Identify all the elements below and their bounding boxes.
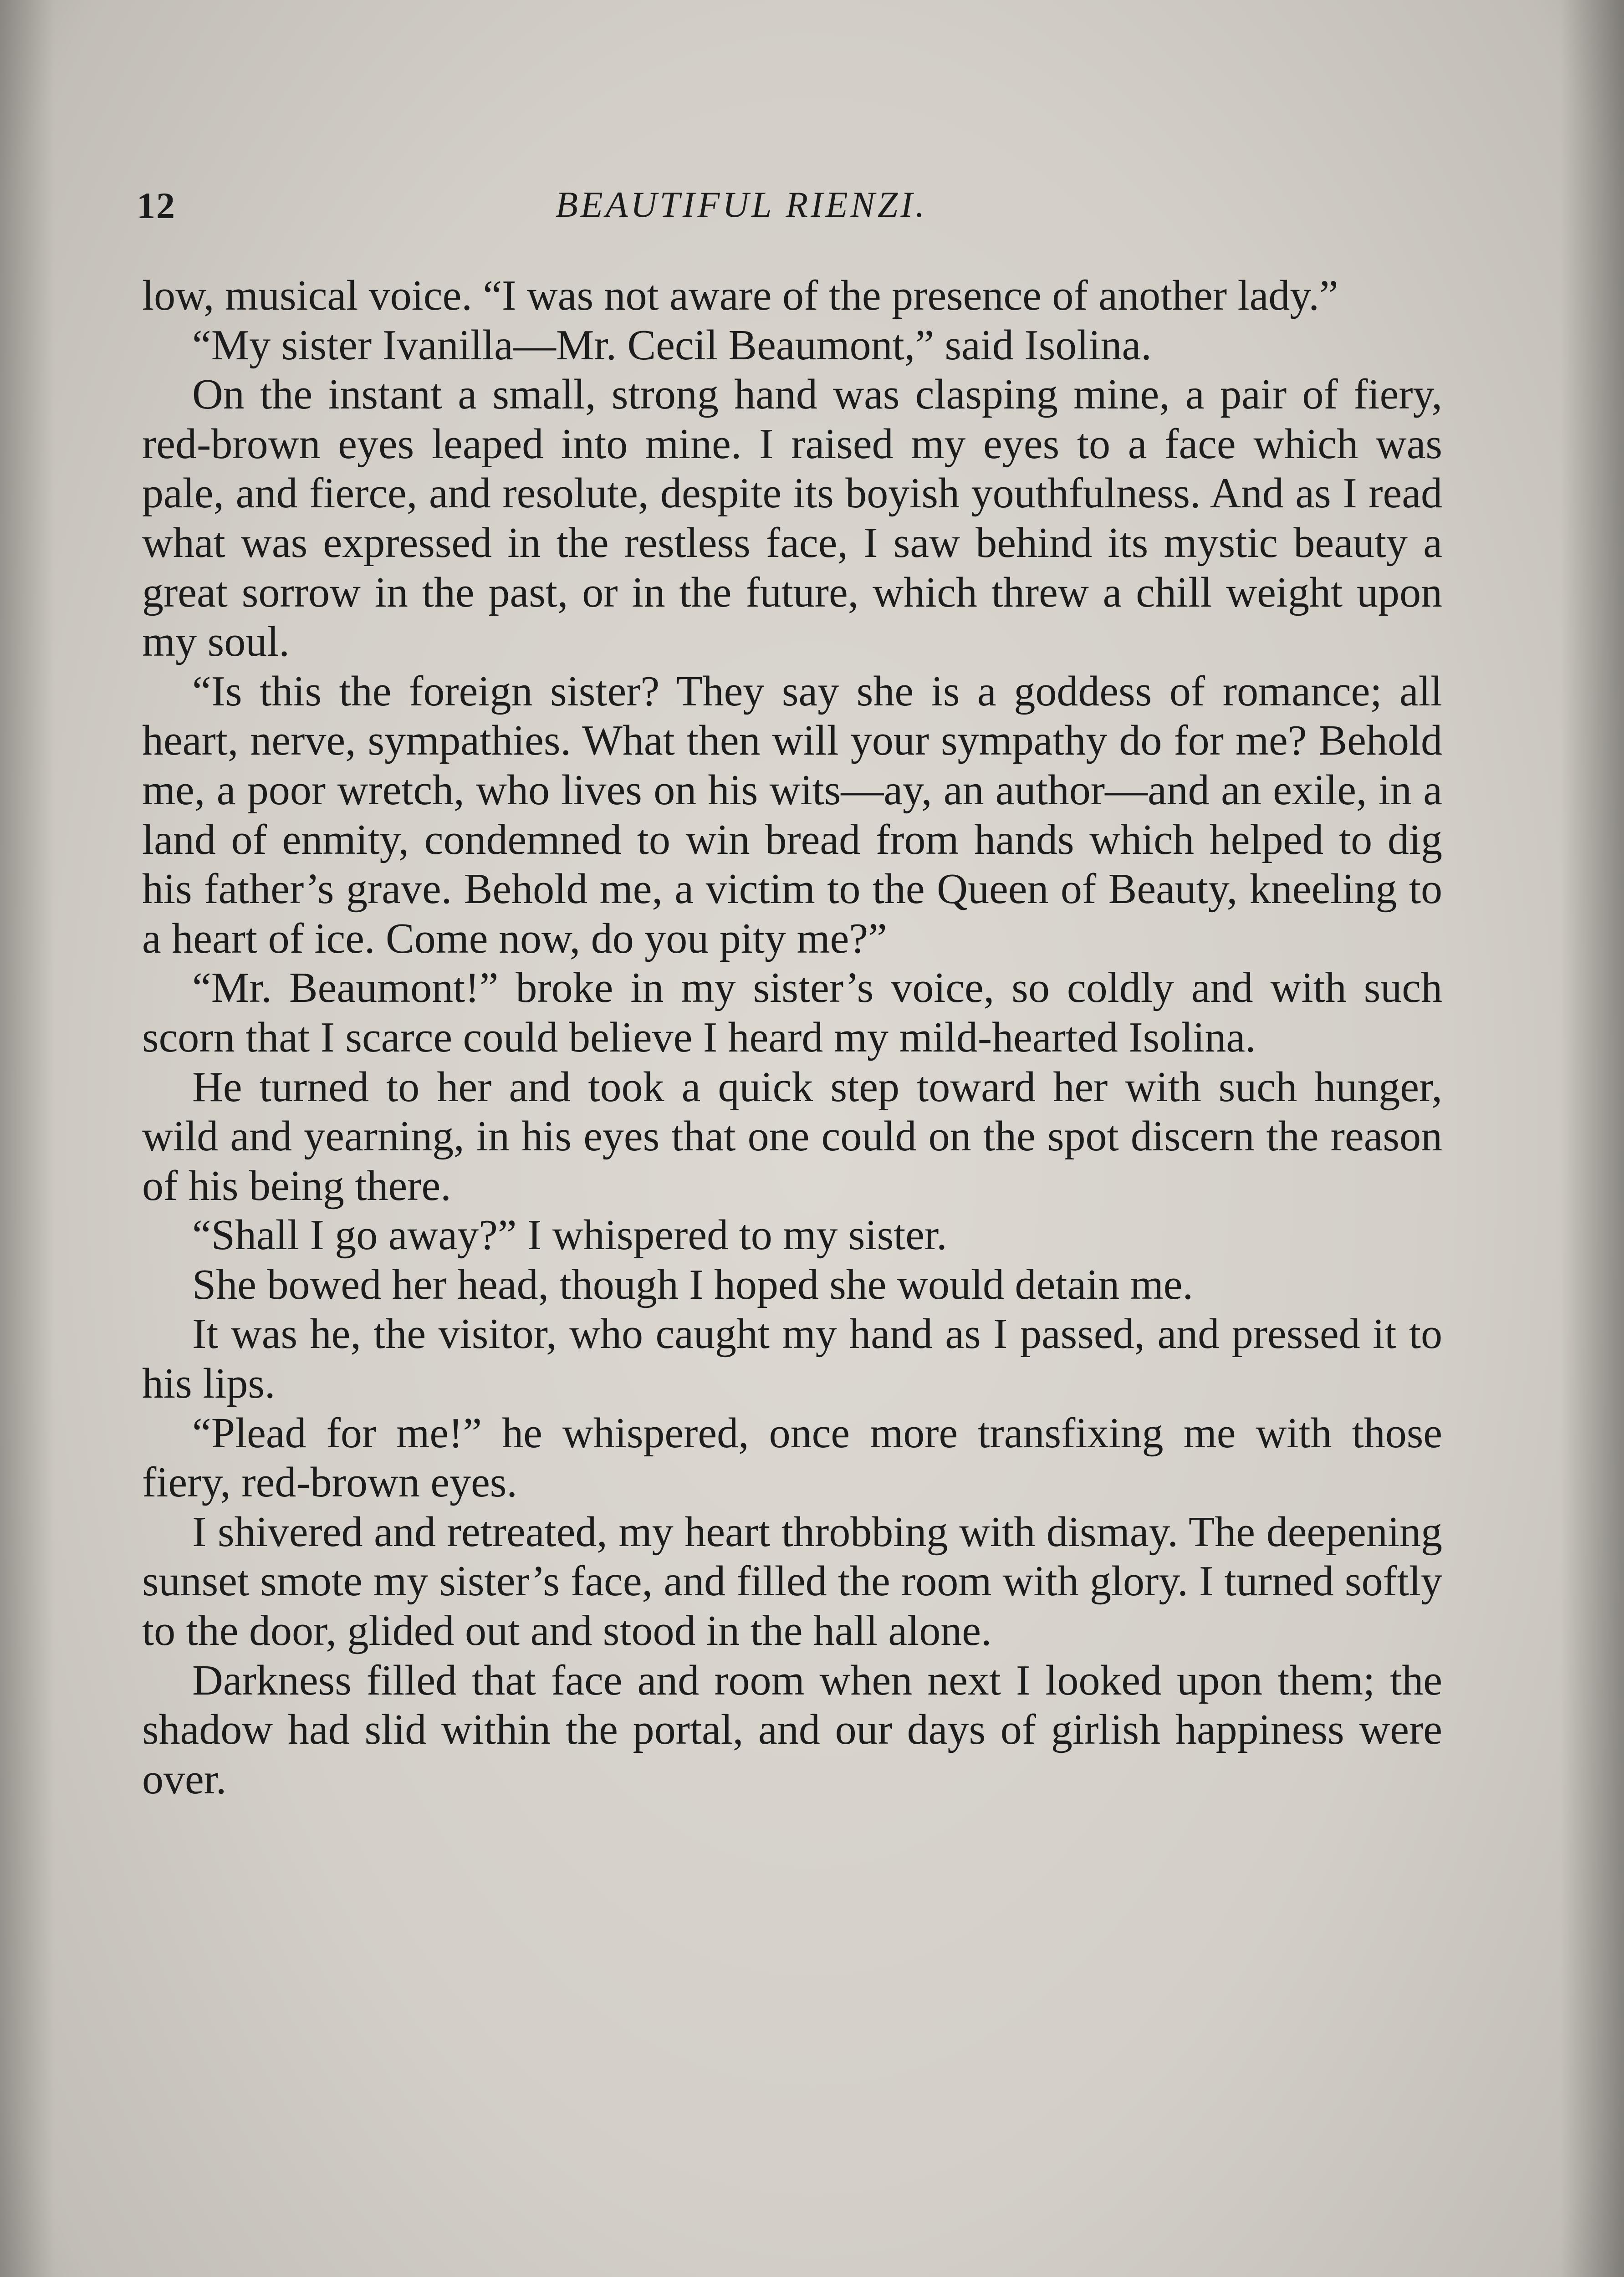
page-number: 12 [137, 185, 176, 226]
paragraph: “Plead for me!” he whispered, once more transfixing me with those fiery, red-brown eyes. [142, 1409, 1442, 1506]
page-edge-shadow-right [1560, 0, 1624, 2277]
paragraph: “Shall I go away?” I whispered to my sister. [192, 1211, 947, 1259]
paragraph: On the instant a small, strong hand was clasping mine, a pair of fiery, red-brown eyes leaped into mine. I raised my eyes to a face which was pale, and fierce, and resolute, despite its boyish youthfulness. And as I read what was expressed in the restless face, I saw behind its mystic beauty a great sorrow in the past, or in the future, which threw a chill weight upon my soul. [142, 371, 1442, 666]
page-header [137, 184, 1444, 239]
paragraph: It was he, the visitor, who caught my hand as I passed, and pressed it to his lips. [142, 1310, 1442, 1408]
paragraph: “Mr. Beaumont!” broke in my sister’s voice, so coldly and with such scorn that I scarce could believe I heard my mild-hearted Isolina. [142, 964, 1442, 1061]
body-text [142, 271, 1442, 1804]
paragraph: Darkness filled that face and room when next I looked upon them; the shadow had slid within the portal, and our days of girlish happiness were over. [142, 1656, 1442, 1803]
paragraph: “Is this the foreign sister? They say she is a goddess of romance; all heart, nerve, sympathies. What then will your sympathy do for me? Behold me, a poor wretch, who lives on his wits—ay, an author—and an exile, in a land of enmity, condemned to win bread from hands which helped to dig his father’s grave. Behold me, a victim to the Queen of Beauty, kneeling to a heart of ice. Come now, do you pity me?” [142, 667, 1442, 962]
running-title: BEAUTIFUL RIENZI. [556, 185, 928, 225]
paragraph: She bowed her head, though I hoped she would detain me. [192, 1261, 1194, 1308]
paragraph: I shivered and retreated, my heart throbbing with dismay. The deepening sunset smote my sister’s face, and filled the room with glory. I turned softly to the door, glided out and stood in the hall alone. [142, 1508, 1442, 1655]
paragraph: “My sister Ivanilla—Mr. Cecil Beaumont,” said Isolina. [192, 321, 1152, 369]
paragraph: low, musical voice. “I was not aware of the presence of another lady.” [142, 272, 1338, 319]
paragraph: He turned to her and took a quick step toward her with such hunger, wild and yearning, in his eyes that one could on the spot discern the reason of his being there. [142, 1063, 1442, 1210]
page-edge-shadow-left [0, 0, 55, 2277]
